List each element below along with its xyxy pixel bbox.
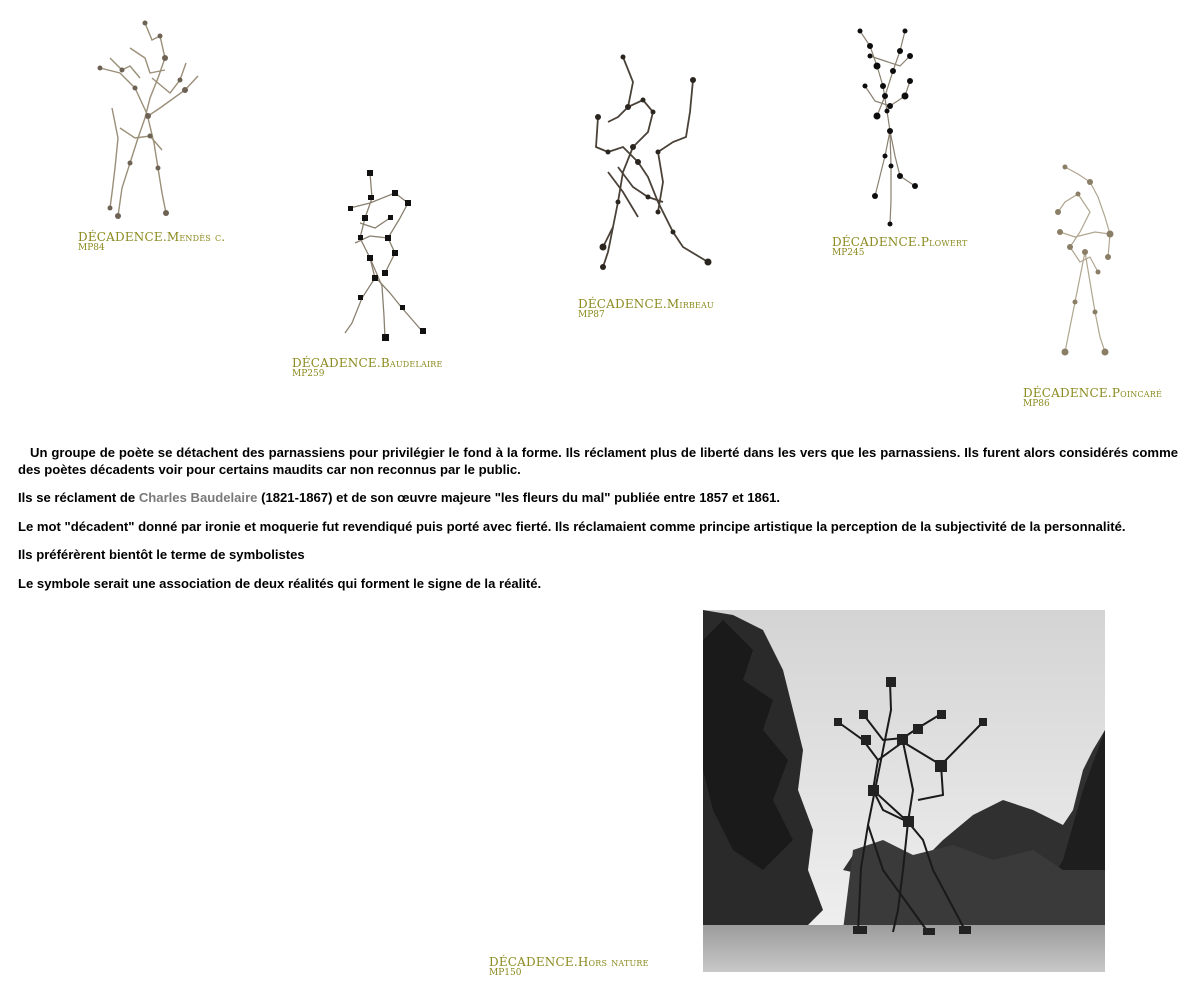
caption-code: MP259 (292, 369, 325, 379)
caption-title: DÉCADENCE.Poincaré (1023, 386, 1163, 400)
caption-baudelaire (292, 357, 443, 379)
caption-title: DÉCADENCE.Plowert (832, 235, 968, 249)
sculpture-image-baudelaire (340, 168, 435, 346)
caption-poincare (1023, 387, 1162, 409)
caption-code: MP86 (1023, 399, 1050, 409)
caption-title: DÉCADENCE.Hors nature (489, 955, 649, 969)
intro-paragraph (18, 444, 1178, 478)
paragraph-text: Ils préférèrent bientôt le terme de symbolistes (18, 547, 305, 562)
caption-code: MP84 (78, 243, 105, 253)
paragraph-text: Le symbole serait une association de deux réalités qui forment le signe de la réalité. (18, 576, 542, 591)
caption-title: DÉCADENCE.Mirbeau (578, 297, 714, 311)
caption-mendes (78, 231, 225, 253)
paragraph-text: Ils se réclament de (18, 490, 139, 505)
charles-baudelaire-link[interactable]: Charles Baudelaire (138, 490, 258, 505)
baudelaire-paragraph (18, 489, 1178, 506)
caption-code: MP150 (489, 968, 522, 978)
sculpture-image-poincare (1050, 162, 1122, 362)
caption-hors-nature (489, 956, 649, 978)
symbolistes-paragraph (18, 546, 1178, 563)
caption-mirbeau (578, 298, 714, 320)
symbole-paragraph (18, 575, 1178, 592)
sculpture-image-plowert (855, 26, 930, 228)
paragraph-text: Un groupe de poète se détachent des parnassiens pour privilégier le fond à la forme. Ils réclament plus de liberté dans les vers que les parnassiens. Ils furent alors considérés comme des poètes décadents voir pour certains maudits car non reconnus par le public. (18, 445, 1178, 477)
caption-code: MP245 (832, 248, 865, 258)
decadent-paragraph (18, 518, 1178, 535)
paragraph-text: (1821-1867) et de son œuvre majeure "les fleurs du mal" publiée entre 1857 et 1861. (257, 490, 781, 505)
caption-code: MP87 (578, 310, 605, 320)
caption-title: DÉCADENCE.Baudelaire (292, 356, 443, 370)
sculpture-image-mendes (90, 18, 210, 223)
caption-plowert (832, 236, 968, 258)
caption-title: DÉCADENCE.Mendès c. (78, 230, 226, 244)
sculpture-image-mirbeau (588, 52, 718, 277)
paragraph-text: Le mot "décadent" donné par ironie et moquerie fut revendiqué puis porté avec fierté. Ils réclamaient comme principe artistique la perception de la subjectivité de la personnalité. (18, 519, 1126, 534)
outdoor-sculpture-photo (703, 610, 1105, 972)
